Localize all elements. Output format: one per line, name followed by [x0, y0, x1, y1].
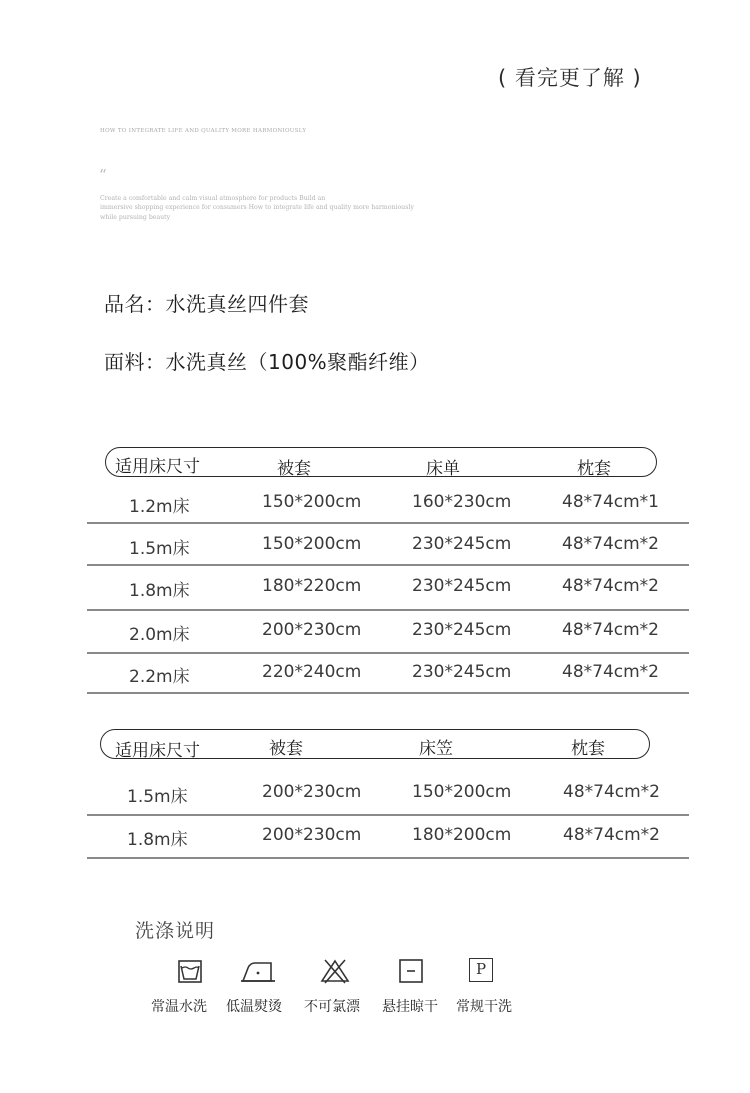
- cell-bed-size: 1.8m床: [127, 830, 188, 850]
- size-table-duvet-sheet: [87, 447, 689, 695]
- line-dry-icon: [398, 958, 424, 984]
- cell-duvet: 180*220cm: [262, 576, 362, 596]
- cell-duvet: 200*230cm: [262, 620, 362, 640]
- cell-sheet: 230*245cm: [412, 662, 512, 682]
- cell-bed-size: 1.2m床: [129, 497, 190, 517]
- product-fabric: 面料：水洗真丝（100%聚酯纤维）: [104, 350, 430, 374]
- cell-duvet: 150*200cm: [262, 534, 362, 554]
- product-name: 品名：水洗真丝四件套: [104, 292, 309, 316]
- decorative-line: Create a comfortable and calm visual atmosphere for products Build an: [100, 195, 326, 202]
- quote-mark-icon: “: [99, 166, 107, 184]
- cell-pillowcase: 48*74cm*2: [562, 662, 659, 682]
- table-row: [87, 652, 689, 694]
- header-bed-size: 适用床尺寸: [115, 741, 200, 761]
- header-pillowcase: 枕套: [577, 459, 611, 479]
- table-row: [87, 566, 689, 608]
- cell-pillowcase: 48*74cm*2: [562, 534, 659, 554]
- washing-instructions-title: 洗涤说明: [135, 920, 216, 942]
- care-label-hang-dry: 悬挂晾干: [382, 999, 438, 1015]
- table-row: [87, 482, 689, 524]
- table-row: [87, 815, 689, 857]
- care-label-low-iron: 低温熨烫: [226, 999, 282, 1015]
- cell-duvet: 220*240cm: [262, 662, 362, 682]
- cell-bed-size: 1.5m床: [127, 787, 188, 807]
- table-row: [87, 772, 689, 814]
- header-pillowcase: 枕套: [571, 739, 605, 759]
- care-label-no-bleach: 不可氯漂: [304, 999, 360, 1015]
- cell-pillowcase: 48*74cm*2: [562, 620, 659, 640]
- header-flat-sheet: 床单: [426, 459, 460, 479]
- iron-icon: [241, 958, 275, 984]
- cell-sheet: 230*245cm: [412, 534, 512, 554]
- cell-bed-size: 1.5m床: [129, 539, 190, 559]
- cell-pillowcase: 48*74cm*2: [563, 825, 660, 845]
- cell-pillowcase: 48*74cm*2: [562, 576, 659, 596]
- cell-pillowcase: 48*74cm*1: [562, 492, 659, 512]
- cell-duvet: 200*230cm: [262, 825, 362, 845]
- header-duvet-cover: 被套: [277, 459, 311, 479]
- cell-bed-size: 2.2m床: [129, 667, 190, 687]
- dry-clean-icon: P: [469, 958, 493, 982]
- cell-fitted-sheet: 180*200cm: [412, 825, 512, 845]
- cell-duvet: 200*230cm: [262, 782, 362, 802]
- cell-sheet: 230*245cm: [412, 620, 512, 640]
- decorative-paragraph: [100, 194, 470, 222]
- cell-bed-size: 2.0m床: [129, 625, 190, 645]
- no-bleach-icon: [320, 958, 350, 984]
- cell-fitted-sheet: 150*200cm: [412, 782, 512, 802]
- cell-bed-size: 1.8m床: [129, 581, 190, 601]
- table-row: [87, 610, 689, 652]
- row-divider: [87, 857, 689, 859]
- care-label-normal-wash: 常温水洗: [151, 999, 207, 1015]
- decorative-line: immersive shopping experience for consumers How to integrate life and quality more harmoniously: [100, 204, 414, 212]
- header-duvet-cover: 被套: [269, 739, 303, 759]
- decorative-heading: HOW TO INTEGRATE LIFE AND QUALITY MORE HARMONIOUSLY: [100, 128, 307, 134]
- header-fitted-sheet: 床笠: [419, 739, 453, 759]
- table-row: [87, 524, 689, 566]
- size-table-fitted: [87, 729, 689, 861]
- see-more-caption: ( 看完更了解 ): [498, 66, 642, 90]
- cell-sheet: 230*245cm: [412, 576, 512, 596]
- cell-sheet: 160*230cm: [412, 492, 512, 512]
- row-divider: [87, 692, 689, 694]
- care-label-dry-clean: 常规干洗: [456, 999, 512, 1015]
- decorative-line: while pursuing beauty: [100, 213, 171, 221]
- cell-pillowcase: 48*74cm*2: [563, 782, 660, 802]
- cell-duvet: 150*200cm: [262, 492, 362, 512]
- washtub-icon: [177, 958, 203, 984]
- header-bed-size: 适用床尺寸: [115, 457, 200, 477]
